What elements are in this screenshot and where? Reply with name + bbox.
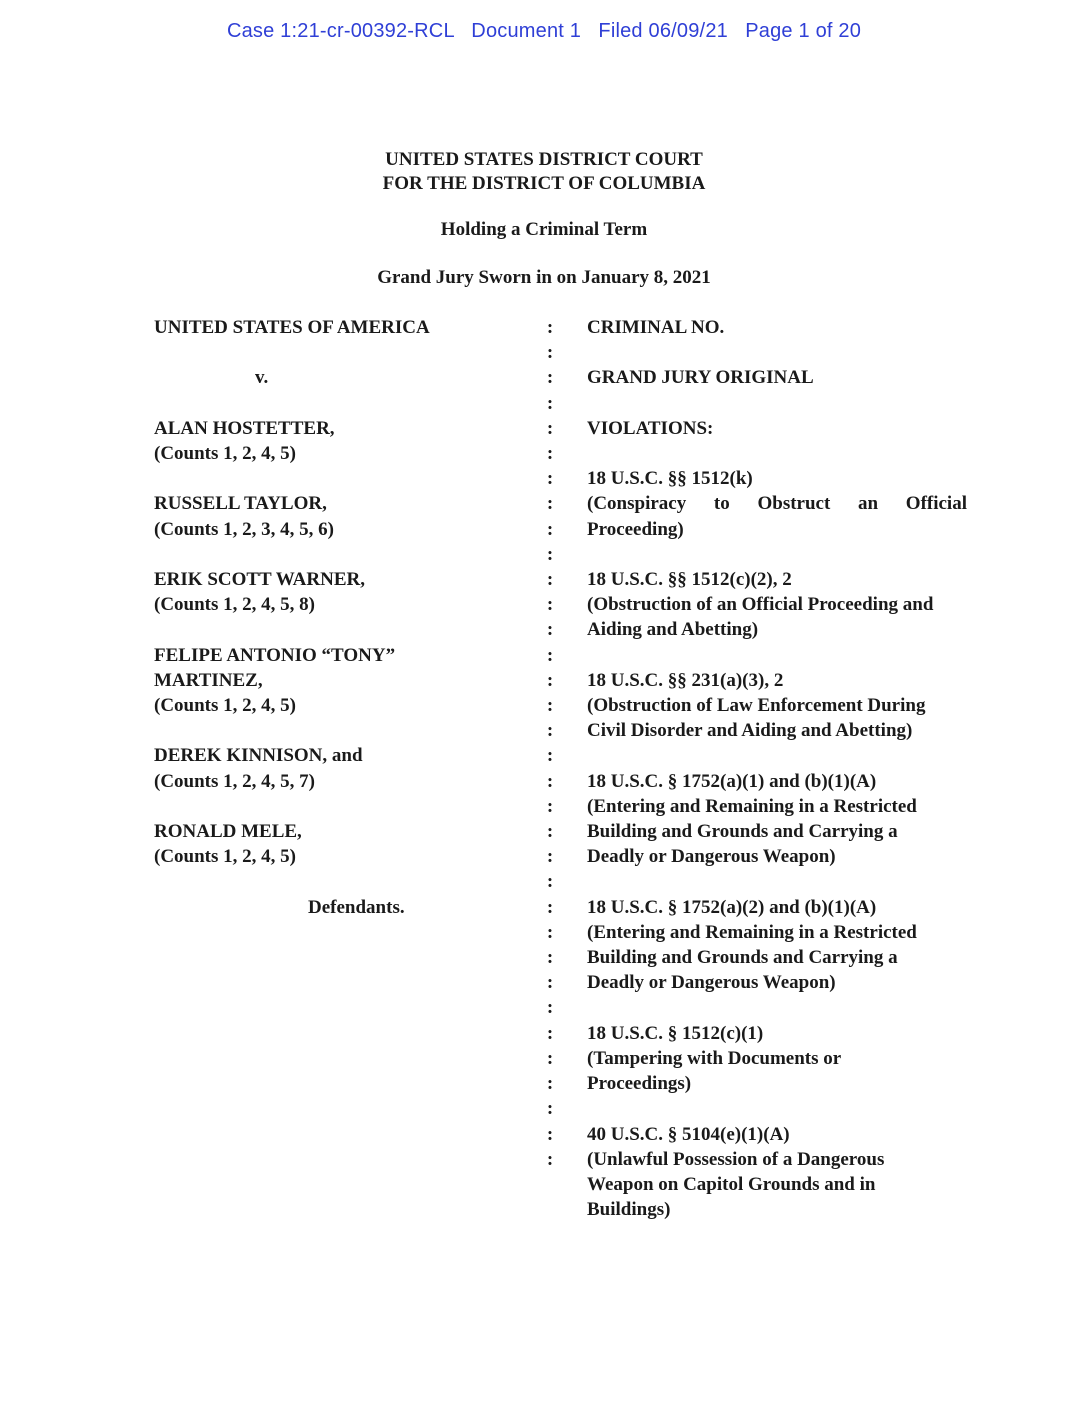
- defendants-label: Defendants.: [308, 896, 405, 918]
- defendant-name: FELIPE ANTONIO “TONY”: [154, 644, 396, 666]
- caption-colon: :: [546, 846, 554, 868]
- caption-colon: :: [546, 770, 554, 792]
- violation-statute: 18 U.S.C. § 1512(c)(1): [587, 1022, 764, 1044]
- violation-description: Proceeding): [587, 518, 684, 540]
- violation-statute: 18 U.S.C. § 1752(a)(2) and (b)(1)(A): [587, 896, 877, 918]
- caption-colon-separator: [543, 315, 557, 1172]
- versus: v.: [255, 367, 269, 389]
- caption-colon: :: [546, 569, 554, 591]
- violation-description: Deadly or Dangerous Weapon): [587, 972, 836, 994]
- caption-parties: [154, 315, 534, 920]
- violation-item: [587, 895, 967, 996]
- violation-item: [587, 1021, 967, 1097]
- violation-description: (Obstruction of an Official Proceeding and: [587, 594, 934, 616]
- caption-colon: :: [546, 443, 554, 465]
- defendant-name: ALAN HOSTETTER,: [154, 417, 335, 439]
- violation-item: [587, 769, 967, 870]
- caption-colon: :: [546, 871, 554, 893]
- violation-item: [587, 668, 967, 744]
- caption-colon: :: [546, 1098, 554, 1120]
- caption-colon: :: [546, 1123, 554, 1145]
- violation-description: Building and Grounds and Carrying a: [587, 947, 898, 969]
- violation-description: Deadly or Dangerous Weapon): [587, 846, 836, 868]
- caption-colon: :: [546, 1148, 554, 1170]
- caption-colon: :: [546, 972, 554, 994]
- caption-colon: :: [546, 594, 554, 616]
- caption-colon: :: [546, 417, 554, 439]
- caption-colon: :: [546, 745, 554, 767]
- defendant-counts: (Counts 1, 2, 4, 5): [154, 846, 296, 868]
- defendant-counts: (Counts 1, 2, 4, 5): [154, 443, 296, 465]
- violation-description: Aiding and Abetting): [587, 619, 759, 641]
- violation-item: [587, 1122, 967, 1223]
- defendant-name: RONALD MELE,: [154, 821, 302, 843]
- caption-colon: :: [546, 1073, 554, 1095]
- defendant-counts: (Counts 1, 2, 4, 5, 7): [154, 770, 315, 792]
- violation-description: (Entering and Remaining in a Restricted: [587, 795, 917, 817]
- caption-colon: :: [546, 342, 554, 364]
- violation-statute: 18 U.S.C. §§ 1512(k): [587, 468, 753, 490]
- violation-description: Buildings): [587, 1199, 671, 1221]
- case-caption: [0, 315, 1088, 1235]
- caption-colon: :: [546, 997, 554, 1019]
- violation-description: Civil Disorder and Aiding and Abetting): [587, 720, 913, 742]
- criminal-number-label: CRIMINAL NO.: [587, 317, 725, 338]
- caption-colon: :: [546, 921, 554, 943]
- caption-colon: :: [546, 468, 554, 490]
- violation-description: Building and Grounds and Carrying a: [587, 821, 898, 843]
- grand-jury-original: GRAND JURY ORIGINAL: [587, 367, 814, 389]
- caption-colon: :: [546, 720, 554, 742]
- violation-item: [587, 466, 967, 542]
- defendant-counts: (Counts 1, 2, 3, 4, 5, 6): [154, 518, 334, 540]
- caption-colon: :: [546, 947, 554, 969]
- caption-colon: :: [546, 518, 554, 540]
- caption-colon: :: [546, 543, 554, 565]
- violation-description: (Tampering with Documents or: [587, 1047, 842, 1069]
- caption-colon: :: [546, 821, 554, 843]
- caption-colon: :: [546, 1047, 554, 1069]
- court-name-line1: UNITED STATES DISTRICT COURT: [385, 149, 703, 170]
- caption-colon: :: [546, 1022, 554, 1044]
- caption-colon: :: [546, 367, 554, 389]
- violation-description: Weapon on Capitol Grounds and in: [587, 1173, 876, 1195]
- caption-colon: :: [546, 317, 554, 338]
- violation-statute: 40 U.S.C. § 5104(e)(1)(A): [587, 1123, 790, 1145]
- criminal-term: Holding a Criminal Term: [440, 219, 648, 240]
- violation-description: (Entering and Remaining in a Restricted: [587, 921, 917, 943]
- defendant-name-continued: MARTINEZ,: [154, 669, 263, 691]
- caption-colon: :: [546, 695, 554, 717]
- caption-colon: :: [546, 392, 554, 414]
- violation-statute: 18 U.S.C. §§ 231(a)(3), 2: [587, 669, 784, 691]
- violation-statute: 18 U.S.C. §§ 1512(c)(2), 2: [587, 569, 792, 591]
- violations-label: VIOLATIONS:: [587, 417, 714, 439]
- court-name-line2: FOR THE DISTRICT OF COLUMBIA: [382, 173, 706, 194]
- violation-item: [587, 567, 967, 643]
- defendant-counts: (Counts 1, 2, 4, 5): [154, 695, 296, 717]
- violation-description: Proceedings): [587, 1073, 692, 1095]
- defendant-name: DEREK KINNISON, and: [154, 745, 363, 767]
- case-header-stamp: Case 1:21-cr-00392-RCL Document 1 Filed 06/09/21 Page 1 of 20: [226, 20, 862, 42]
- violation-description: (Conspiracy to Obstruct an Official: [587, 493, 967, 515]
- caption-colon: :: [546, 619, 554, 641]
- defendant-name: RUSSELL TAYLOR,: [154, 493, 327, 515]
- caption-colon: :: [546, 493, 554, 515]
- violation-description: (Unlawful Possession of a Dangerous: [587, 1148, 885, 1170]
- caption-violations: [587, 315, 967, 1222]
- caption-colon: :: [546, 896, 554, 918]
- caption-colon: :: [546, 669, 554, 691]
- plaintiff-name: UNITED STATES OF AMERICA: [154, 317, 430, 338]
- caption-colon: :: [546, 795, 554, 817]
- defendant-counts: (Counts 1, 2, 4, 5, 8): [154, 594, 315, 616]
- violation-statute: 18 U.S.C. § 1752(a)(1) and (b)(1)(A): [587, 770, 877, 792]
- violation-description: (Obstruction of Law Enforcement During: [587, 695, 926, 717]
- court-name: [0, 148, 1088, 196]
- defendant-name: ERIK SCOTT WARNER,: [154, 569, 365, 591]
- caption-colon: :: [546, 644, 554, 666]
- grand-jury-sworn: Grand Jury Sworn in on January 8, 2021: [377, 267, 711, 288]
